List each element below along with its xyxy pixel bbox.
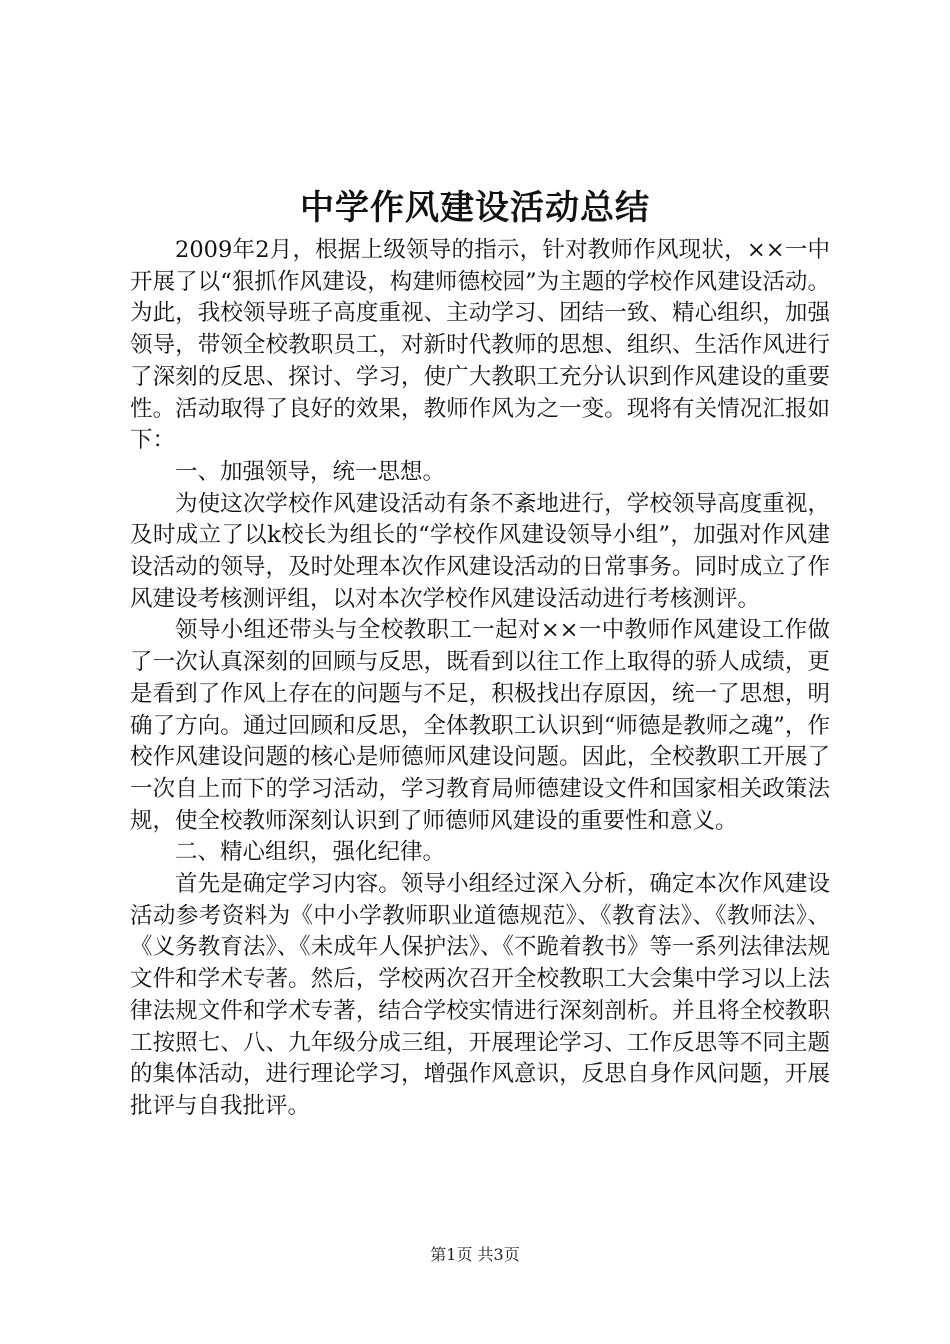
body-paragraph: 首先是确定学习内容。领导小组经过深入分析，确定本次作风建设活动参考资料为《中小学教师职业道德规范》、《教育法》、《教师法》、《义务教育法》、《未成年人保护法》、《不跪着教书》等一系列法律法规文件和学术专著。然后，学校两次召开全校教职工大会集中学习以上法律法规文件和学术专著，结合学校实情进行深刻剖析。并且将全校教职工按照七、八、九年级分成三组，开展理论学习、工作反思等不同主题的集体活动，进行理论学习，增强作风意识，反思自身作风问题，开展批评与自我批评。 (130, 871, 830, 1119)
page-footer: 第1页 共3页 (430, 1245, 520, 1264)
section-heading-1: 一、加强领导，统一思想。 (175, 458, 446, 485)
document-title: 中学作风建设活动总结 (300, 188, 650, 228)
section-heading-2: 二、精心组织，强化纪律。 (175, 839, 446, 866)
body-paragraph: 领导小组还带头与全校教职工一起对××一中教师作风建设工作做了一次认真深刻的回顾与反思，既看到以往工作上取得的骄人成绩，更是看到了作风上存在的问题与不足，积极找出存原因，统一了思想，明确了方向。通过回顾和反思，全体教职工认识到“师德是教师之魂”，作校作风建设问题的核心是师德师风建设问题。因此，全校教职工开展了一次自上而下的学习活动，学习教育局师德建设文件和国家相关政策法规，使全校教师深刻认识到了师德师风建设的重要性和意义。 (130, 617, 830, 834)
body-paragraph: 为使这次学校作风建设活动有条不紊地进行，学校领导高度重视，及时成立了以k校长为组长的“学校作风建设领导小组”，加强对作风建设活动的领导，及时处理本次作风建设活动的日常事务。同时成立了作风建设考核测评组，以对本次学校作风建设活动进行考核测评。 (130, 490, 830, 612)
document-body (130, 235, 830, 1123)
intro-paragraph: 2009年2月，根据上级领导的指示，针对教师作风现状，××一中开展了以“狠抓作风建设，构建师德校园”为主题的学校作风建设活动。为此，我校领导班子高度重视、主动学习、团结一致、精心组织，加强领导，带领全校教职员工，对新时代教师的思想、组织、生活作风进行了深刻的反思、探讨、学习，使广大教职工充分认识到作风建设的重要性。活动取得了良好的效果，教师作风为之一变。现将有关情况汇报如下： (130, 237, 830, 454)
